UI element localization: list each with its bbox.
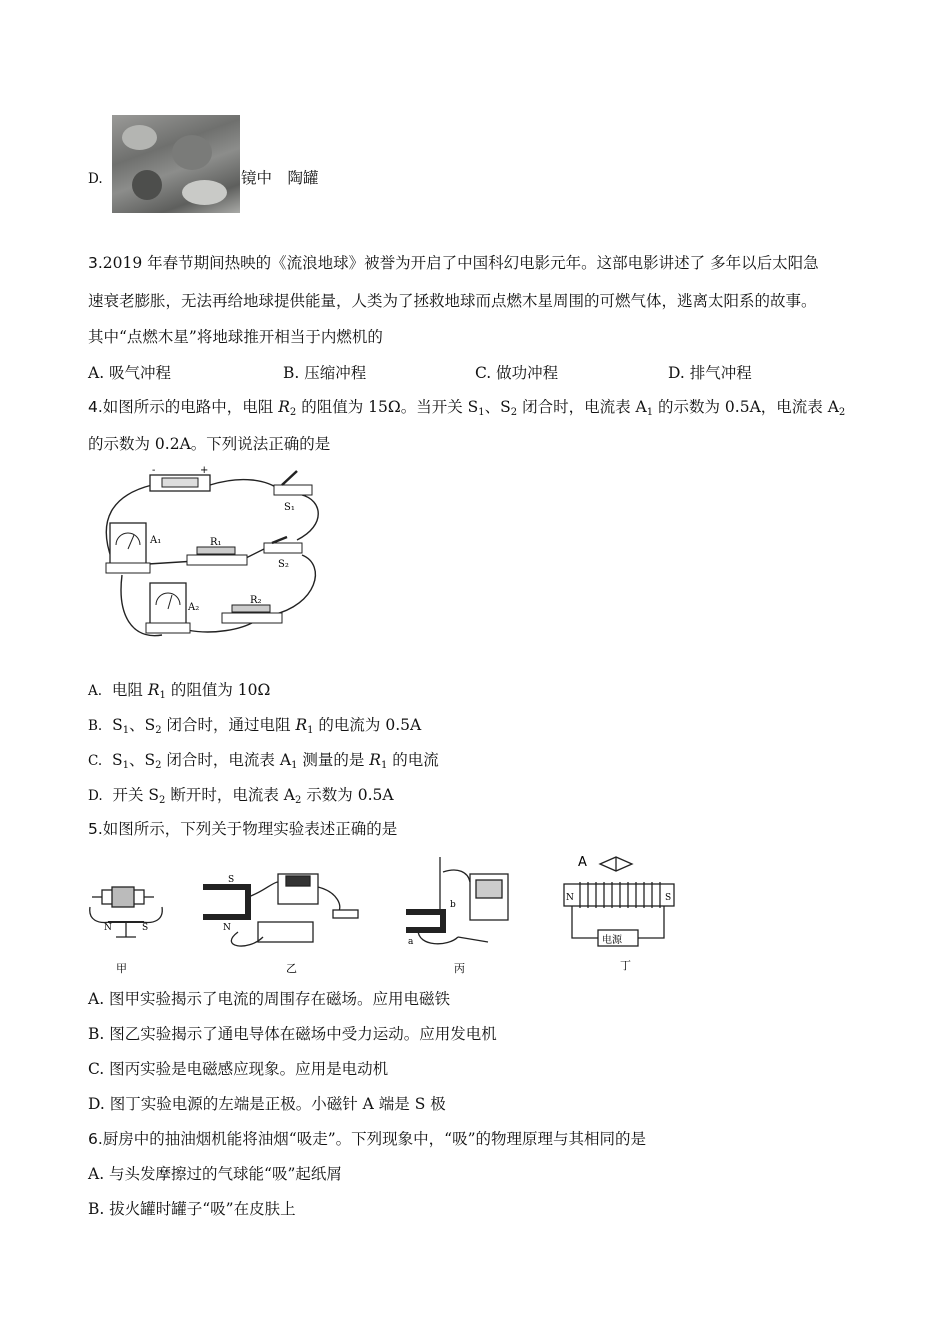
jia-label-n: N [104, 923, 112, 933]
ding-label-n: N [566, 893, 574, 903]
q4-optA-letter: A. [88, 683, 103, 699]
jia-label-s: S [142, 923, 149, 933]
q4-optD-t2: 2 [159, 795, 166, 806]
q4-optD-letter: D. [88, 788, 103, 804]
bing-label-b: b [450, 900, 456, 910]
caption-ding: 丁 [620, 959, 631, 972]
q4-optC-t5: 闭合时，电流表 A [161, 751, 292, 769]
q4-optB-t4: 2 [155, 725, 162, 736]
q2-option-d-letter: D. [88, 171, 103, 187]
q5-number: 5. [88, 820, 103, 838]
yi-label-n: N [223, 923, 231, 933]
figure-ding [564, 857, 674, 946]
q4-option-b[interactable] [88, 714, 421, 742]
switch-s2 [264, 543, 302, 553]
ammeter-a2 [150, 583, 186, 625]
q3-number: 3. [88, 254, 103, 272]
q4-optB-t8: 的电流为 0.5A [313, 716, 422, 734]
q4-t5: 1 [478, 407, 485, 418]
q6-stem-text: 厨房中的抽油烟机能将油烟“吸走”。下列现象中，“吸”的物理原理与其相同的是 [102, 1130, 646, 1148]
q3-text-1: 2019 年春节期间热映的《流浪地球》被誉为开启了中国科幻电影元年。这部电影讲述了 多年以后太阳急 [102, 254, 819, 272]
label-r1: R₁ [210, 537, 222, 548]
q4-optC-t7: 测量的是 [297, 751, 370, 769]
switch-s1 [274, 485, 312, 495]
q3-line1 [88, 252, 819, 274]
q4-optA-t3: 1 [159, 690, 166, 701]
figure-jia [90, 887, 163, 937]
q4-option-a[interactable] [88, 679, 270, 707]
figure-bing [406, 857, 508, 944]
q6-stem [88, 1128, 646, 1150]
ding-label-a: A [578, 855, 587, 870]
q5-stem [88, 818, 397, 840]
q4-circuit-figure [92, 465, 332, 650]
q5-option-d[interactable]: D. 图丁实验电源的左端是正极。小磁针 A 端是 S 极 [88, 1095, 446, 1113]
q4-optC-t3: 、S [129, 751, 156, 769]
q4-line1 [88, 396, 845, 424]
q4-optB-t2: 1 [122, 725, 130, 736]
ammeter-a1 [110, 523, 146, 565]
figure-yi [203, 874, 358, 946]
q4-optC-t8: R [369, 751, 381, 769]
q4-optD-t5: 示数为 0.5A [301, 786, 394, 804]
yi-label-s: S [228, 875, 235, 885]
q4-optB-t1: S [112, 716, 123, 734]
q4-optC-t10: 的电流 [387, 751, 439, 769]
bing-label-a: a [408, 937, 414, 947]
q4-t2: R [278, 398, 290, 416]
label-s1: S₁ [284, 502, 295, 513]
q3-line2: 速衰老膨胀，无法再给地球提供能量，人类为了拯救地球而点燃木星周围的可燃气体，逃离太阳系的故事。 [88, 292, 817, 310]
label-a2: A₂ [188, 602, 200, 613]
q6-option-b[interactable]: B. 拔火罐时罐子“吸”在皮肤上 [88, 1200, 296, 1218]
label-a1: A₁ [150, 535, 162, 546]
q4-optB-t3: 、S [129, 716, 156, 734]
q4-optA-t1: 电阻 [111, 681, 148, 699]
q4-optA-t2: R [147, 681, 160, 699]
q4-t7: 2 [510, 407, 518, 418]
battery-plus: + [200, 465, 209, 476]
q4-optC-t2: 1 [122, 760, 129, 771]
q4-optD-t1: 开关 S [112, 786, 160, 804]
q4-t10: 的示数为 0.5A，电流表 A [653, 398, 839, 416]
q4-option-c[interactable] [88, 749, 439, 777]
q4-t1: 如图所示的电路中，电阻 [102, 398, 279, 416]
q5-option-a[interactable]: A. 图甲实验揭示了电流的周围存在磁场。应用电磁铁 [88, 990, 451, 1008]
q4-optB-letter: B. [88, 718, 103, 734]
q5-stem-text: 如图所示，下列关于物理实验表述正确的是 [102, 820, 398, 838]
battery-minus: - [152, 465, 156, 476]
q4-t3: 2 [289, 407, 297, 418]
caption-yi: 乙 [286, 962, 297, 975]
q4-optD-t4: 2 [294, 795, 302, 806]
q4-t8: 闭合时，电流表 A [517, 398, 647, 416]
resistor-r1 [187, 555, 247, 565]
q4-optC-t6: 1 [291, 760, 298, 771]
q4-optD-t3: 断开时，电流表 A [165, 786, 295, 804]
q4-optC-letter: C. [88, 753, 103, 769]
q4-optC-t4: 2 [155, 760, 162, 771]
label-s2: S₂ [278, 559, 289, 570]
ding-label-power: 电源 [602, 935, 622, 946]
q4-optC-t9: 1 [380, 760, 388, 771]
pottery-mirror-photo [112, 115, 240, 213]
q5-option-b[interactable]: B. 图乙实验揭示了通电导体在磁场中受力运动。应用发电机 [88, 1025, 497, 1043]
q4-t6: 、S [484, 398, 511, 416]
q6-number: 6. [88, 1130, 103, 1148]
q6-option-a[interactable]: A. 与头发摩擦过的气球能“吸”起纸屑 [88, 1165, 342, 1183]
resistor-r2 [222, 613, 282, 623]
label-r2: R₂ [250, 595, 262, 606]
q2-option-d-text: 镜中 陶罐 [241, 169, 319, 187]
q5-option-c[interactable]: C. 图丙实验是电磁感应现象。应用是电动机 [88, 1060, 389, 1078]
q3-option-a[interactable]: A. 吸气冲程 [88, 364, 172, 382]
caption-bing: 丙 [454, 962, 465, 975]
q4-optC-t1: S [112, 751, 123, 769]
q4-option-d[interactable] [88, 784, 394, 812]
q5-figures [88, 852, 688, 977]
q4-optA-t4: 的阻值为 10Ω [165, 681, 271, 699]
q4-number: 4. [88, 398, 103, 416]
q4-optB-t5: 闭合时，通过电阻 [161, 716, 296, 734]
q3-option-c[interactable]: C. 做功冲程 [475, 364, 559, 382]
q3-line3: 其中“点燃木星”将地球推开相当于内燃机的 [88, 328, 383, 346]
q3-option-d[interactable]: D. 排气冲程 [668, 364, 752, 382]
q4-optB-t6: R [295, 716, 308, 734]
q4-optB-t7: 1 [307, 725, 314, 736]
q4-t9: 1 [646, 407, 654, 418]
q4-t4: 的阻值为 15Ω。当开关 S [296, 398, 479, 416]
q3-option-b[interactable]: B. 压缩冲程 [283, 364, 367, 382]
ding-label-s: S [665, 893, 672, 903]
caption-jia: 甲 [116, 962, 127, 975]
q4-t11: 2 [838, 407, 846, 418]
q4-line2: 的示数为 0.2A。下列说法正确的是 [88, 435, 331, 453]
